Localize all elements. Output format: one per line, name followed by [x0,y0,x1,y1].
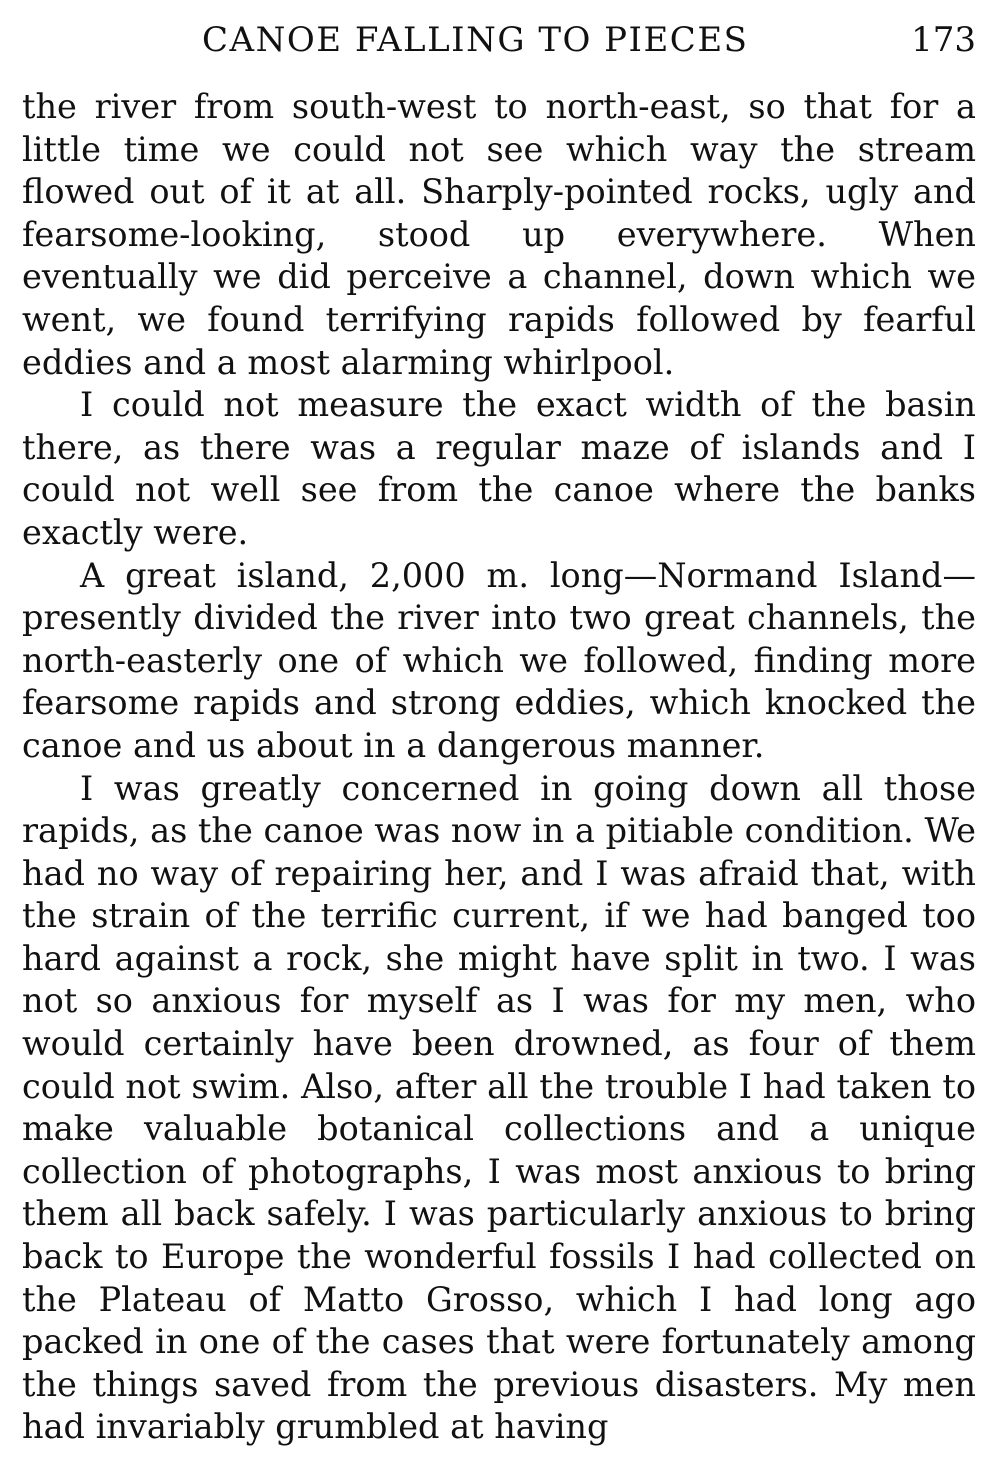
paragraph: I was greatly concerned in going down all those rapids, as the canoe was now in a pitiable condition. We had no way of repairing her, and I was afraid that, with the strain of the terrific current, if we had banged too hard against a rock, she might have split in two. I was not so anxious for myself as I was for my men, who would certainly have been drowned, as four of them could not swim. Also, after all the trouble I had taken to make valuable botanical collections and a unique collection of photographs, I was most anxious to bring them all back safely. I was particularly anxious to bring back to Europe the wonderful fossils I had collected on the Plateau of Matto Grosso, which I had long ago packed in one of the cases that were fortunately among the things saved from the previous disasters. My men had invariably grumbled at having [22,768,976,1447]
page-number: 173 [911,20,976,60]
running-head: CANOE FALLING TO PIECES [202,20,749,60]
book-page [22,16,976,1446]
body-text [22,86,976,1449]
page-header [22,16,976,70]
paragraph-continued: the river from south-west to north-east, so that for a little time we could not see which way the stream flowed out of it at all. Sharply-pointed rocks, ugly and fearsome-looking, stood up everywhere. When eventually we did perceive a channel, down which we went, we found terrifying rapids followed by fearful eddies and a most alarming whirlpool. [22,87,976,382]
paragraph: I could not measure the exact width of the basin there, as there was a regular maze of islands and I could not well see from the canoe where the banks exactly were. [22,385,976,552]
paragraph: A great island, 2,000 m. long—Normand Island—presently divided the river into two great channels, the north-easterly one of which we followed, finding more fearsome rapids and strong eddies, which knocked the canoe and us about in a dangerous manner. [22,555,976,765]
